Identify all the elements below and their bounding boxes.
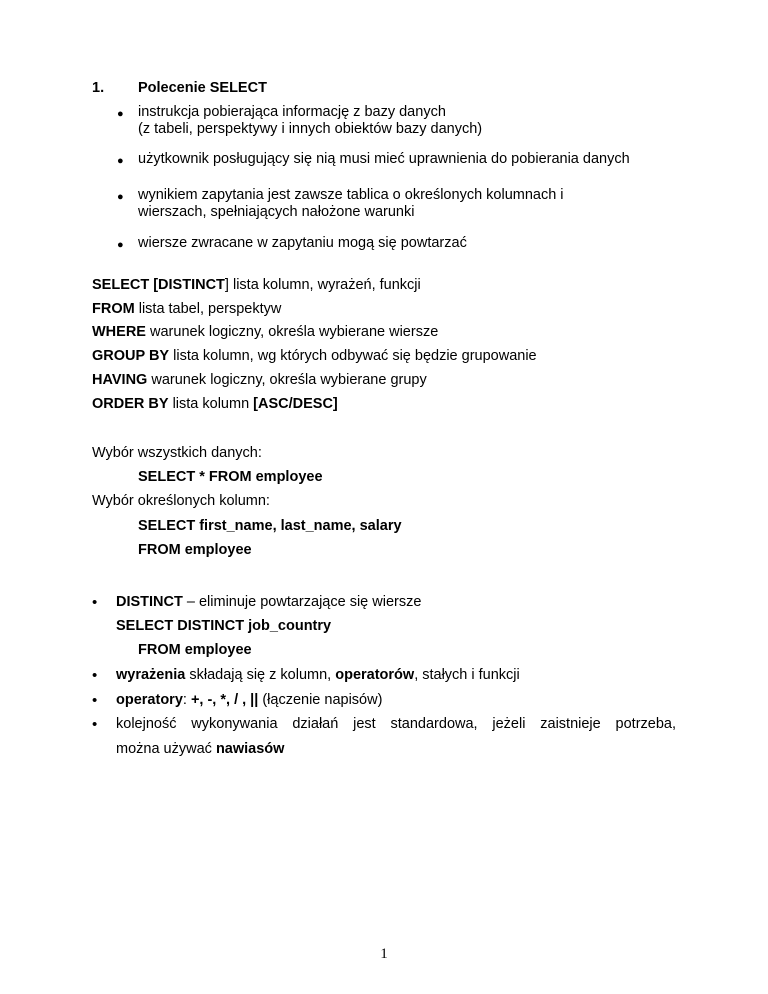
syntax-keyword: WHERE xyxy=(92,324,146,340)
operator-list: +, -, *, / , || xyxy=(190,692,259,708)
syntax-line xyxy=(92,324,438,341)
sql-code: SELECT * FROM employee xyxy=(138,469,323,485)
list-item: (z tabeli, perspektywy i innych obiektów bazy danych) xyxy=(138,121,483,137)
list-item: wierszach, spełniających nałożone warunki xyxy=(138,204,415,220)
sql-code: FROM employee xyxy=(138,642,252,658)
keyword: operatorów xyxy=(335,667,415,683)
syntax-line xyxy=(92,372,427,389)
syntax-text: lista tabel, perspektyw xyxy=(134,301,282,317)
syntax-keyword: ORDER BY xyxy=(92,396,169,412)
example-label: Wybór określonych kolumn: xyxy=(92,493,270,509)
sql-code: SELECT first_name, last_name, salary xyxy=(138,518,402,534)
syntax-line xyxy=(92,277,421,294)
syntax-keyword: GROUP BY xyxy=(92,348,170,364)
list-item xyxy=(116,594,421,611)
syntax-text: warunek logiczny, określa wybierane grupy xyxy=(147,372,427,388)
syntax-keyword: FROM xyxy=(92,301,135,317)
sql-code: SELECT DISTINCT job_country xyxy=(116,618,332,634)
bullet-icon: • xyxy=(92,716,98,733)
list-item xyxy=(116,667,520,684)
keyword: nawiasów xyxy=(215,741,285,757)
syntax-line xyxy=(92,301,281,318)
text: : xyxy=(182,692,191,708)
bullet-icon: ● xyxy=(117,239,124,251)
syntax-line xyxy=(92,396,338,413)
syntax-text: lista kolumn, wg których odbywać się będzie grupowanie xyxy=(169,348,537,364)
sql-code: FROM employee xyxy=(138,542,252,558)
text: składają się z kolumn, xyxy=(185,667,336,683)
bullet-icon: • xyxy=(92,667,98,684)
syntax-text: lista kolumn xyxy=(168,396,254,412)
syntax-keyword: [ASC/DESC] xyxy=(253,396,338,412)
keyword: wyrażenia xyxy=(116,667,186,683)
syntax-keyword: HAVING xyxy=(92,372,148,388)
text: można używać xyxy=(116,741,216,757)
syntax-line xyxy=(92,348,537,365)
list-item: użytkownik posługujący się nią musi mieć uprawnienia do pobierania danych xyxy=(138,151,630,167)
text: , stałych i funkcji xyxy=(414,667,520,683)
text: – eliminuje powtarzające się wiersze xyxy=(182,594,422,610)
syntax-text: warunek logiczny, określa wybierane wiersze xyxy=(145,324,439,340)
bullet-icon: ● xyxy=(117,108,124,120)
bullet-icon: ● xyxy=(117,155,124,167)
keyword: DISTINCT xyxy=(116,594,183,610)
bullet-icon: ● xyxy=(117,191,124,203)
list-item: instrukcja pobierająca informację z bazy danych xyxy=(138,104,446,120)
list-item: kolejność wykonywania działań jest standardowa, jeżeli zaistnieje potrzeba, xyxy=(116,716,676,732)
example-label: Wybór wszystkich danych: xyxy=(92,445,262,461)
text: (łączenie napisów) xyxy=(258,692,383,708)
list-item xyxy=(116,741,284,758)
bullet-icon: • xyxy=(92,692,98,709)
page-number: 1 xyxy=(380,946,388,962)
list-item: wynikiem zapytania jest zawsze tablica o określonych kolumnach i xyxy=(138,187,564,203)
list-item: wiersze zwracane w zapytaniu mogą się powtarzać xyxy=(138,235,467,251)
bullet-icon: • xyxy=(92,594,98,611)
syntax-text: ] lista kolumn, wyrażeń, funkcji xyxy=(224,277,421,293)
section-number: 1. xyxy=(92,80,105,96)
list-item xyxy=(116,692,382,709)
syntax-keyword: SELECT [DISTINCT xyxy=(92,277,225,293)
keyword: operatory xyxy=(116,692,183,708)
section-title: Polecenie SELECT xyxy=(138,80,267,96)
